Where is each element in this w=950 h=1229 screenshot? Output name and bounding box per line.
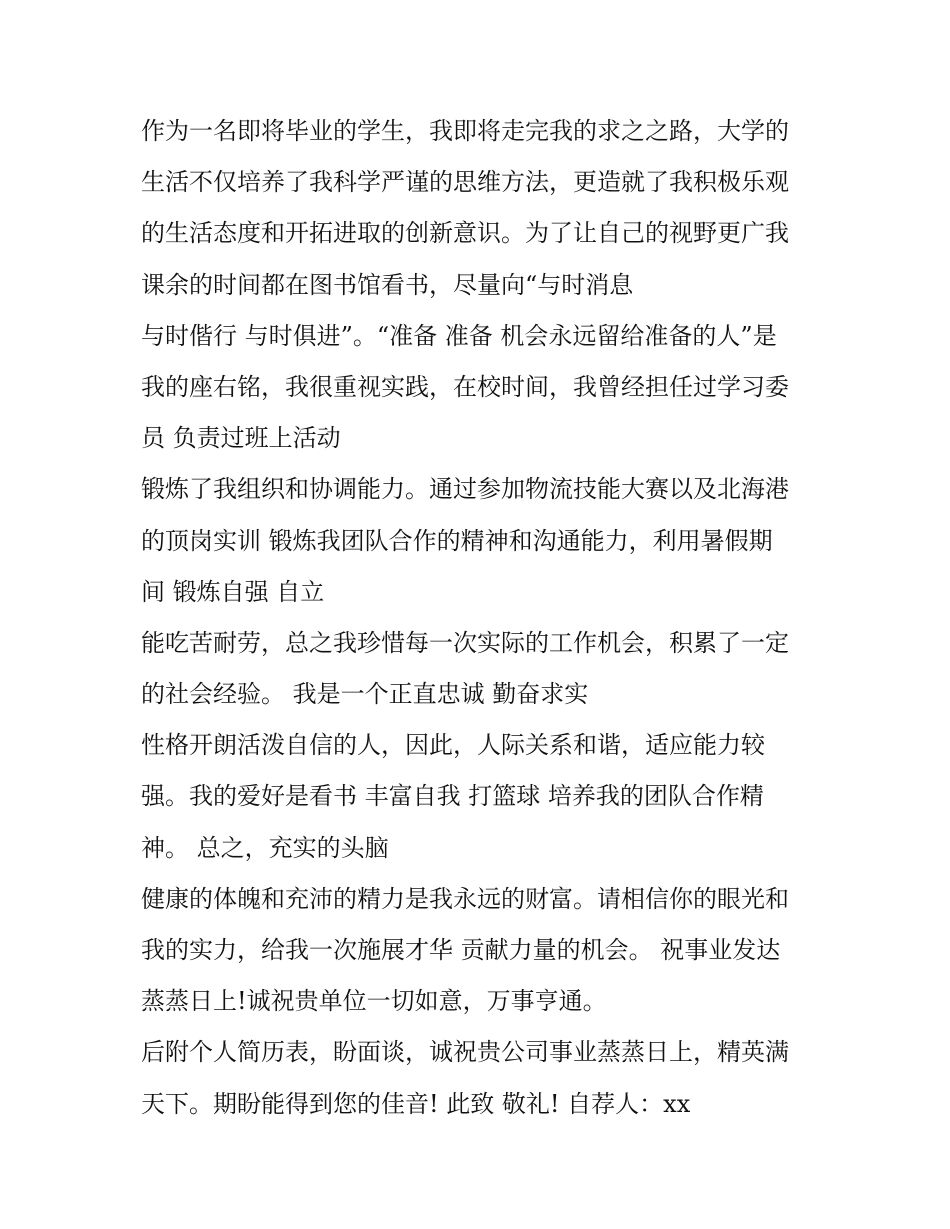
text-line: 能吃苦耐劳，总之我珍惜每一次实际的工作机会，积累了一定 bbox=[141, 628, 789, 657]
text-line: 天下。期盼能得到您的佳音! 此致 敬礼! 自荐人：xx bbox=[141, 1089, 691, 1118]
text-line: 课余的时间都在图书馆看书，尽量向“与时消息 bbox=[141, 270, 634, 299]
text-line: 性格开朗活泼自信的人，因此，人际关系和谐，适应能力较 bbox=[141, 731, 765, 760]
text-line: 蒸蒸日上!诚祝贵单位一切如意，万事亨通。 bbox=[141, 987, 607, 1016]
text-line: 的生活态度和开拓进取的创新意识。为了让自己的视野更广我 bbox=[141, 219, 789, 248]
text-line: 与时偕行 与时俱进”。“准备 准备 机会永远留给准备的人”是 bbox=[141, 321, 777, 350]
text-line: 作为一名即将毕业的学生，我即将走完我的求之之路，大学的 bbox=[141, 117, 789, 145]
text-line: 后附个人简历表，盼面谈，诚祝贵公司事业蒸蒸日上，精英满 bbox=[141, 1038, 789, 1067]
text-line: 的社会经验。 我是一个正直忠诚 勤奋求实 bbox=[141, 680, 589, 709]
text-line: 员 负责过班上活动 bbox=[141, 424, 341, 453]
text-line: 我的座右铭，我很重视实践，在校时间，我曾经担任过学习委 bbox=[141, 372, 789, 401]
text-line: 神。 总之，充实的头脑 bbox=[141, 833, 389, 862]
text-line: 间 锻炼自强 自立 bbox=[141, 577, 325, 606]
text-line: 我的实力，给我一次施展才华 贡献力量的机会。 祝事业发达 bbox=[141, 936, 781, 964]
text-line: 的顶岗实训 锻炼我团队合作的精神和沟通能力，利用暑假期 bbox=[141, 526, 773, 555]
text-line: 锻炼了我组织和协调能力。通过参加物流技能大赛以及北海港 bbox=[141, 475, 789, 504]
letter-body bbox=[141, 106, 821, 1130]
text-line: 强。我的爱好是看书 丰富自我 打篮球 培养我的团队合作精 bbox=[141, 782, 764, 811]
text-line: 生活不仅培养了我科学严谨的思维方法，更造就了我积极乐观 bbox=[141, 168, 789, 197]
text-line: 健康的体魄和充沛的精力是我永远的财富。请相信你的眼光和 bbox=[141, 884, 789, 913]
